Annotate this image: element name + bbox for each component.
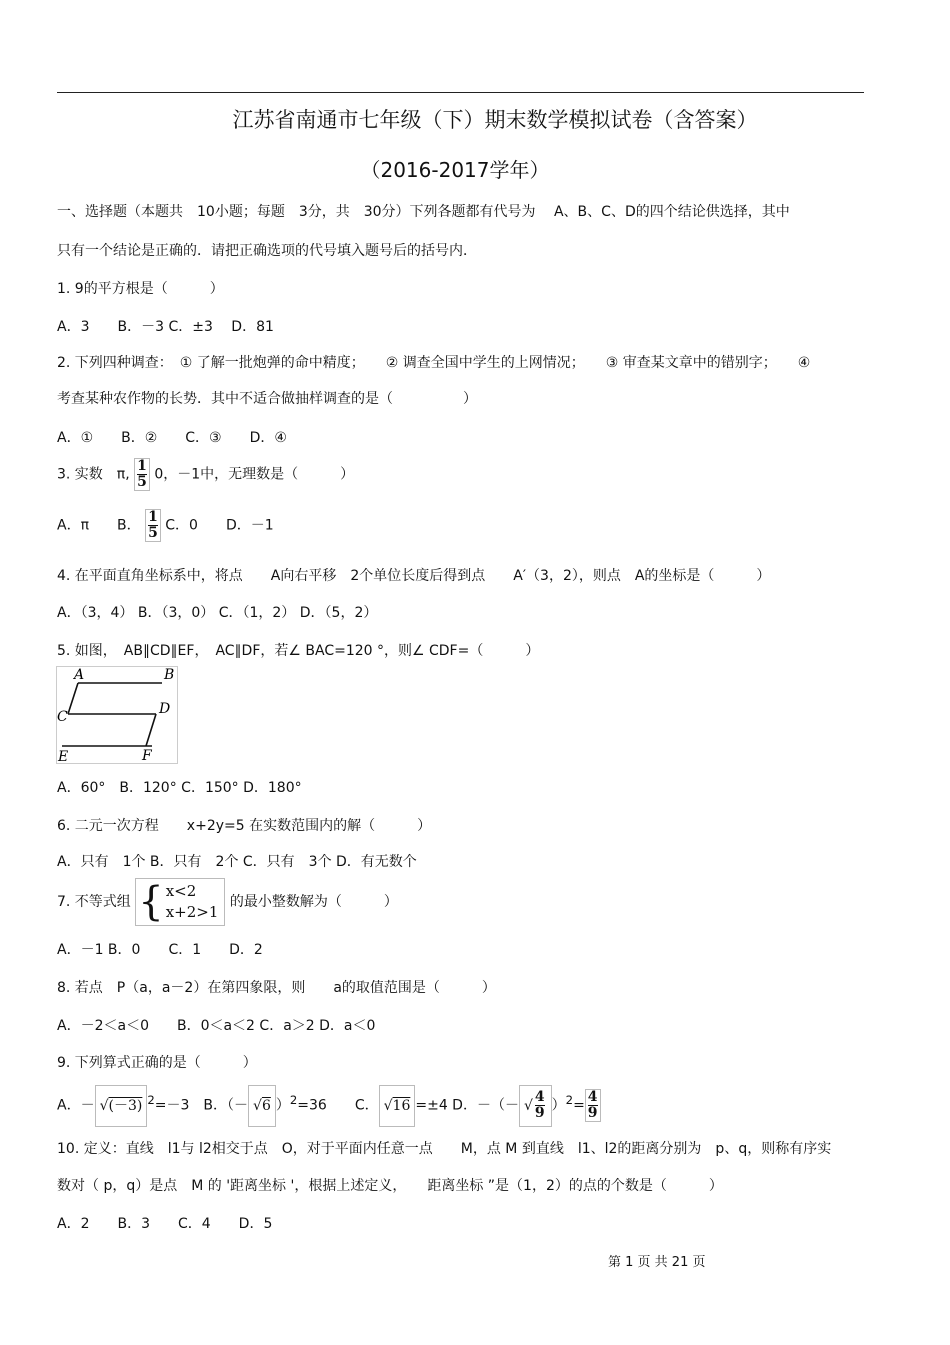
q3-options — [57, 509, 274, 542]
page-title: 江苏省南通市七年级（下）期末数学模拟试卷（含答案） — [232, 108, 758, 132]
section-instructions-2: 只有一个结论是正确的．请把正确选项的代号填入题号后的括号内． — [57, 243, 477, 259]
q3-opt-a: A．π B． — [57, 517, 141, 534]
q6-stem: 6. 二元一次方程 x+2y=5 在实数范围内的解（ ） — [57, 818, 432, 834]
q5-figure — [56, 666, 180, 766]
q4-stem: 4. 在平面直角坐标系中，将点 A向右平移 2个单位长度后得到点 A′（3，2），则点 A的坐标是（ ） — [57, 568, 771, 584]
q2-stem-2: 考查某种农作物的长势．其中不适合做抽样调查的是（ ） — [57, 391, 477, 407]
q9-c-radical: √16 — [379, 1085, 416, 1127]
q9-b-radical: √6 — [248, 1085, 276, 1127]
q6-options: A．只有 1个 B．只有 2个 C．只有 3个 D．有无数个 — [57, 854, 417, 870]
q3-stem — [57, 458, 354, 491]
q3-option-fraction: $\frac{1}{5}$ — [145, 509, 161, 542]
q9-a-radical: √(－3) — [95, 1085, 148, 1127]
q8-stem: 8. 若点 P（a，a－2）在第四象限，则 a的取值范围是（ ） — [57, 980, 496, 996]
q10-stem-1: 10. 定义：直线 l1与 l2相交于点 O，对于平面内任意一点 M，点 M 到直线 l1、l2的距离分别为 p、q，则称有序实 — [57, 1141, 832, 1157]
q4-options: A．（3，4） B．（3，0） C．（1，2） D．（5，2） — [57, 605, 378, 621]
q9-stem: 9. 下列算式正确的是（ ） — [57, 1055, 257, 1071]
q10-stem-2: 数对（ p，q）是点 M 的 '距离坐标 '，根据上述定义， 距离坐标 ”是（1，2）的点的个数是（ ） — [57, 1178, 723, 1194]
q7-inequality-system — [135, 878, 225, 926]
q1-options: A．3 B．－3 C．±3 D．81 — [57, 319, 274, 335]
q7-stem — [57, 878, 398, 926]
q1-stem: 1. 9的平方根是（ ） — [57, 281, 224, 297]
q8-options: A．－2＜a＜0 B．0＜a＜2 C．a＞2 D．a＜0 — [57, 1018, 376, 1034]
label-A: A — [74, 667, 85, 683]
label-E: E — [58, 749, 69, 765]
q7-options: A．－1 B．0 C．1 D．2 — [57, 942, 263, 958]
page-footer: 第 1 页 共 21 页 — [608, 1255, 706, 1270]
label-D: D — [159, 701, 171, 717]
header-rule — [57, 92, 864, 93]
section-instructions-1: 一、选择题（本题共 10小题；每题 3分，共 30分）下列各题都有代号为 A、B、C、D的四个结论供选择，其中 — [57, 204, 790, 220]
inequality-1: x<2 — [165, 882, 197, 900]
label-F: F — [142, 748, 152, 764]
q2-stem-1: 2. 下列四种调查： ① 了解一批炮弹的命中精度； ② 调查全国中学生的上网情况； ③ 审查某文章中的错别字； ④ — [57, 355, 811, 371]
inequality-2: x+2>1 — [165, 903, 219, 921]
q2-options: A．① B．② C．③ D．④ — [57, 430, 287, 446]
q9-d-radical: √ $\frac{4}{9}$ — [519, 1085, 552, 1127]
q3-fraction: $\frac{1}{5}$ — [134, 458, 150, 491]
page-subtitle: （2016-2017学年） — [360, 158, 550, 182]
q3-stem-a: 3. 实数 π, — [57, 466, 130, 483]
label-B: B — [164, 667, 175, 683]
q7-stem-a: 7. 不等式组 — [57, 894, 131, 910]
q3-opt-b: C．0 D．－1 — [165, 517, 274, 534]
q9-d-result-fraction: $\frac{4}{9}$ — [585, 1089, 601, 1122]
q9-options: A．－ √(－3) $^2$=－3 B．（－ √6 ）$^2$=36 C． √16 =±4 D．－（－ √ $\frac{4}{9} )^2=$ $\frac{4}{9}$ — [57, 1080, 601, 1127]
q5-stem: 5. 如图， AB∥CD∥EF， AC∥DF，若∠ BAC=120 °，则∠ CDF=（ ） — [57, 643, 540, 659]
label-C: C — [57, 709, 68, 725]
q7-stem-b: 的最小整数解为（ ） — [229, 894, 398, 910]
q5-options: A．60° B．120° C．150° D．180° — [57, 780, 302, 796]
brace-icon: { — [138, 879, 164, 925]
q3-stem-b: 0，－1中，无理数是（ ） — [154, 466, 355, 483]
q10-options: A．2 B．3 C．4 D．5 — [57, 1216, 273, 1232]
